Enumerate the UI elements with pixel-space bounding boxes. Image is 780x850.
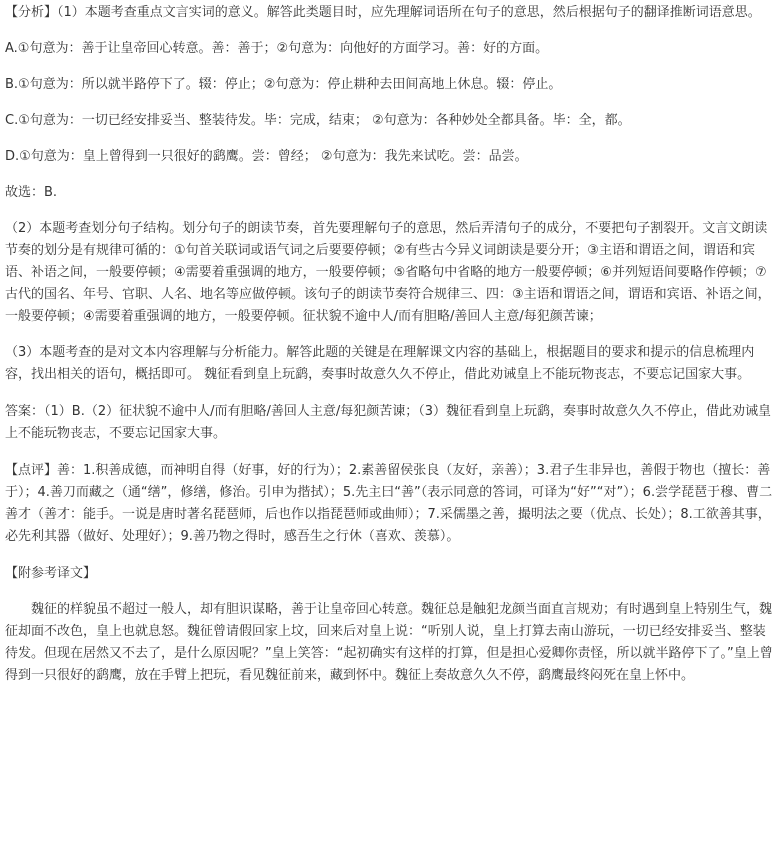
analysis-part3: （3）本题考查的是对文本内容理解与分析能力。解答此题的关键是在理解课文内容的基础上，根据题目的要求和提示的信息梳理内容，找出相关的语句，概括即可。 魏征看到皇上玩鹞，奏事时故意久久不停止，借此劝诫皇上不能玩物丧志，不要忘记国家大事。 bbox=[5, 345, 755, 382]
analysis-part1-intro bbox=[5, 2, 776, 24]
answer-choice: 故选：B. bbox=[5, 185, 58, 200]
option-a-explanation: A.①句意为：善于让皇帝回心转意。善：善于；②句意为：向他好的方面学习。善：好的方面。 bbox=[5, 41, 549, 56]
comment-section: 【点评】善：1.积善成德，而神明自得（好事，好的行为）；2.素善留侯张良（友好，亲善）；3.君子生非异也，善假于物也（擅长：善于）；4.善刀而藏之（通“缮”，修缮，修治。引申为揩拭）；5.先主曰“善”（表示同意的答词，可译为“好”“对”）；6.尝学琵琶于穆、曹二善才（善才：能手。一说是唐时著名琵琶师，后也作以指琵琶师或曲师）；7.采儒墨之善，撮明法之要（优点、长处）；8.工欲善其事，必先利其器（做好、处理好）；9.善乃物之得时，感吾生之行休（喜欢、羡慕）。 bbox=[5, 463, 773, 544]
option-b-explanation: B.①句意为：所以就半路停下了。辍：停止；②句意为：停止耕种去田间高地上休息。辍：停止。 bbox=[5, 77, 562, 92]
translation-body: 魏征的样貌虽不超过一般人，却有胆识谋略，善于让皇帝回心转意。魏征总是触犯龙颜当面直言规劝；有时遇到皇上特别生气，魏征却面不改色，皇上也就息怒。魏征曾请假回家上坟，回来后对皇上说：“听别人说，皇上打算去南山游玩，一切已经安排妥当、整装待发。但现在居然又不去了，是什么原因呢？”皇上笑答：“起初确实有这样的打算，但是担心爱卿你责怪，所以就半路停下了。”皇上曾得到一只很好的鹞鹰，放在手臂上把玩，看见魏征前来，藏到怀中。魏征上奏故意久久不停，鹞鹰最终闷死在皇上怀中。 bbox=[5, 602, 773, 683]
analysis-heading: 【分析】 bbox=[5, 5, 58, 20]
option-d-explanation: D.①句意为：皇上曾得到一只很好的鹞鹰。尝：曾经； ②句意为：我先来试吃。尝：品尝。 bbox=[5, 149, 528, 164]
analysis-part2: （2）本题考查划分句子结构。划分句子的朗读节奏，首先要理解句子的意思，然后弄清句子的成分，不要把句子割裂开。文言文朗读节奏的划分是有规律可循的：①句首关联词或语气词之后要要停顿；②有些古今异义词朗读是要分开；③主语和谓语之间，谓语和宾语、补语之间，一般要停顿；④需要着重强调的地方，一般要停顿；⑤省略句中省略的地方一般要停顿；⑥并列短语间要略作停顿；⑦古代的国名、年号、官职、人名、地名等应做停顿。该句子的朗读节奏符合规律三、四：③主语和谓语之间，谓语和宾语、补语之间，一般要停顿；④需要着重强调的地方，一般要停顿。征状貌不逾中人/而有胆略/善回人主意/每犯颜苦谏； bbox=[5, 221, 771, 324]
analysis-part1-text: （1）本题考查重点文言实词的意义。解答此类题目时，应先理解词语所在句子的意思，然后根据句子的翻译推断词语意思。 bbox=[57, 5, 761, 20]
option-c-explanation: C.①句意为：一切已经安排妥当、整装待发。毕：完成，结束； ②句意为：各种妙处全都具备。毕：全，都。 bbox=[5, 113, 631, 128]
final-answer: 答案：（1）B.（2）征状貌不逾中人/而有胆略/善回人主意/每犯颜苦谏；（3）魏征看到皇上玩鹞，奏事时故意久久不停止，借此劝诫皇上不能玩物丧志，不要忘记国家大事。 bbox=[5, 404, 772, 441]
translation-heading: 【附参考译文】 bbox=[5, 566, 97, 581]
